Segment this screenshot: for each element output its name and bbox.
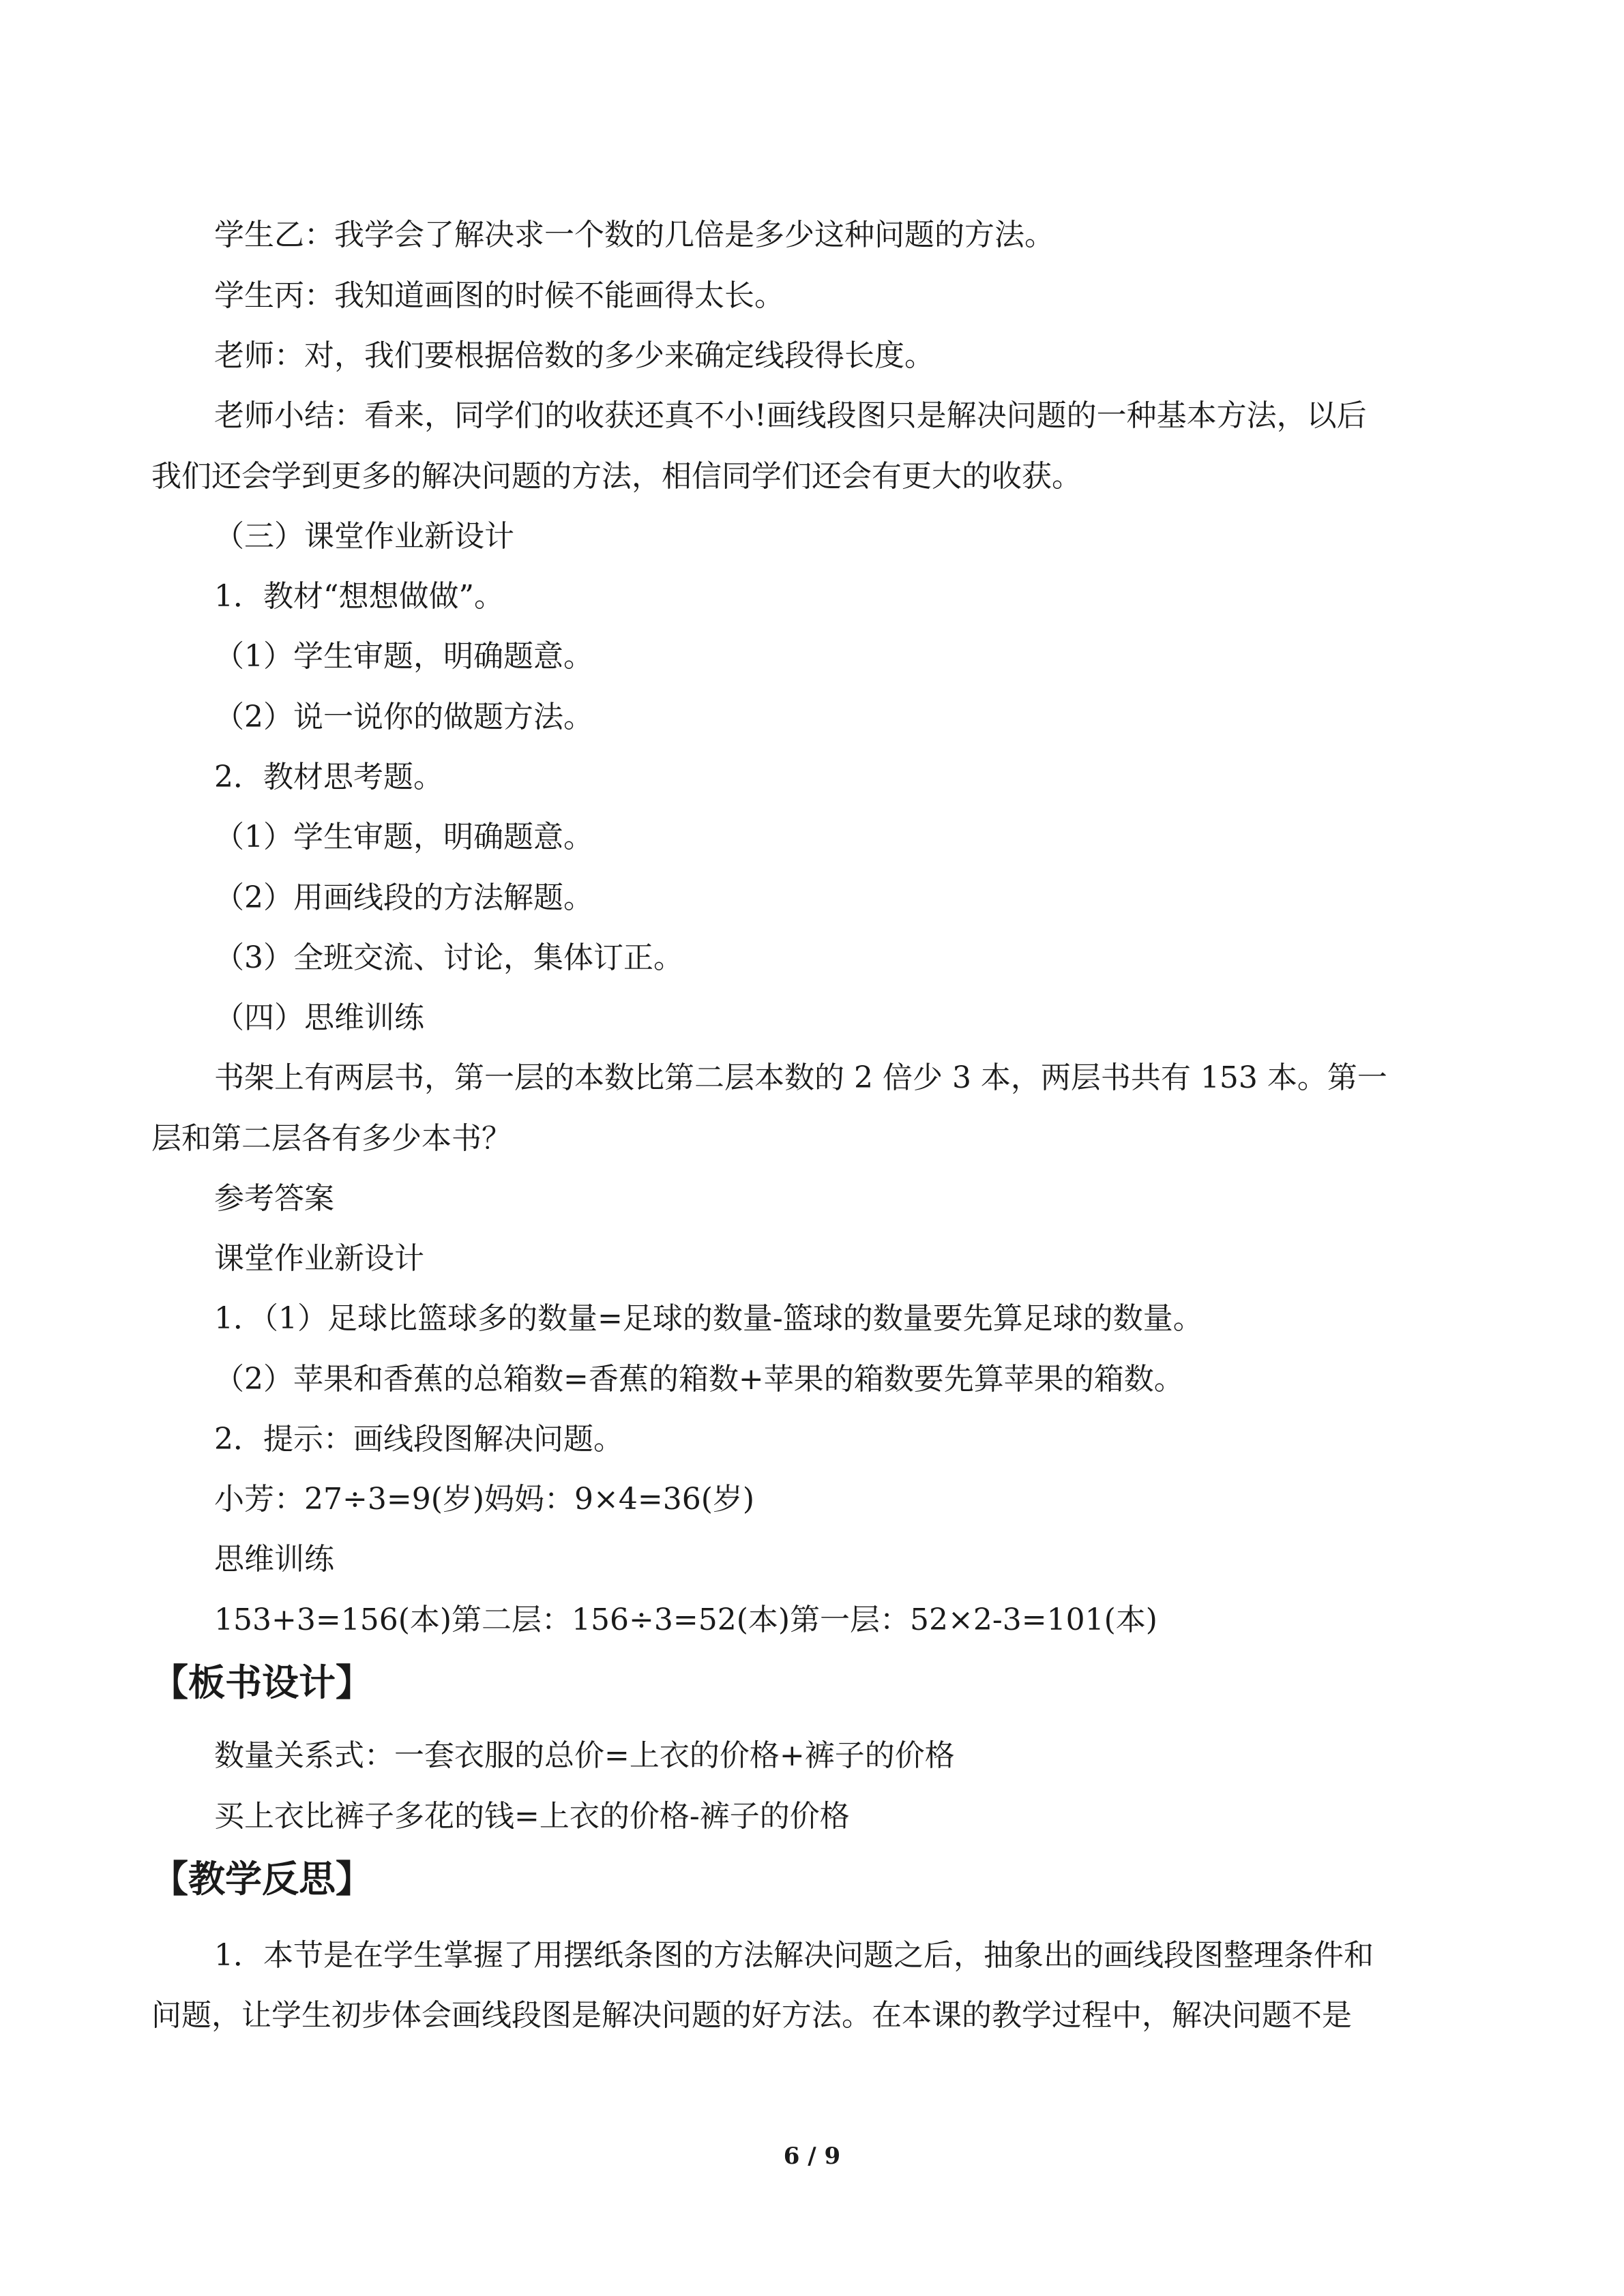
text-line: （2）苹果和香蕉的总箱数=香蕉的箱数+苹果的箱数要先算苹果的箱数。 bbox=[214, 1362, 1184, 1397]
text-line: 2．教材思考题。 bbox=[214, 760, 443, 794]
text-line: 问题，让学生初步体会画线段图是解决问题的好方法。在本课的教学过程中，解决问题不是 bbox=[151, 1998, 1352, 2033]
text-line: 书架上有两层书，第一层的本数比第二层本数的 2 倍少 3 本，两层书共有 153 本。第一 bbox=[214, 1060, 1387, 1095]
text-line: 153+3=156(本)第二层：156÷3=52(本)第一层：52×2-3=101(本) bbox=[214, 1602, 1157, 1637]
text-line: 1．教材“想想做做”。 bbox=[214, 579, 504, 614]
text-line: 我们还会学到更多的解决问题的方法，相信同学们还会有更大的收获。 bbox=[151, 459, 1082, 494]
text-line: 1．（1）足球比篮球多的数量=足球的数量-篮球的数量要先算足球的数量。 bbox=[214, 1301, 1203, 1336]
text-line: 老师小结：看来，同学们的收获还真不小!画线段图只是解决问题的一种基本方法，以后 bbox=[214, 398, 1367, 433]
section-heading-board: 【板书设计】 bbox=[151, 1661, 372, 1704]
text-line: （3）全班交流、讨论，集体订正。 bbox=[214, 940, 683, 975]
text-line: 参考答案 bbox=[214, 1181, 334, 1216]
text-line: 思维训练 bbox=[214, 1542, 334, 1577]
text-line: 学生乙：我学会了解决求一个数的几倍是多少这种问题的方法。 bbox=[214, 218, 1054, 252]
text-line: 数量关系式：一套衣服的总价=上衣的价格+裤子的价格 bbox=[214, 1738, 955, 1773]
text-line: 层和第二层各有多少本书？ bbox=[151, 1121, 512, 1156]
text-line: 老师：对，我们要根据倍数的多少来确定线段得长度。 bbox=[214, 338, 934, 373]
text-line: 1．本节是在学生掌握了用摆纸条图的方法解决问题之后，抽象出的画线段图整理条件和 bbox=[214, 1938, 1374, 1973]
section-heading-reflection: 【教学反思】 bbox=[151, 1858, 372, 1900]
text-line: （1）学生审题，明确题意。 bbox=[214, 639, 593, 674]
page-number: 6 / 9 bbox=[783, 2143, 841, 2170]
text-line: 学生丙：我知道画图的时候不能画得太长。 bbox=[214, 278, 784, 313]
text-line: （1）学生审题，明确题意。 bbox=[214, 820, 593, 854]
text-line: （2）用画线段的方法解题。 bbox=[214, 880, 593, 915]
text-line: 小芳：27÷3=9(岁)妈妈：9×4=36(岁) bbox=[214, 1482, 755, 1517]
text-line: 买上衣比裤子多花的钱=上衣的价格-裤子的价格 bbox=[214, 1799, 850, 1834]
text-line: （2）说一说你的做题方法。 bbox=[214, 700, 593, 734]
text-line: （四）思维训练 bbox=[214, 1000, 424, 1035]
text-line: 课堂作业新设计 bbox=[214, 1241, 424, 1276]
text-line: 2．提示：画线段图解决问题。 bbox=[214, 1422, 623, 1457]
text-line: （三）课堂作业新设计 bbox=[214, 519, 514, 554]
